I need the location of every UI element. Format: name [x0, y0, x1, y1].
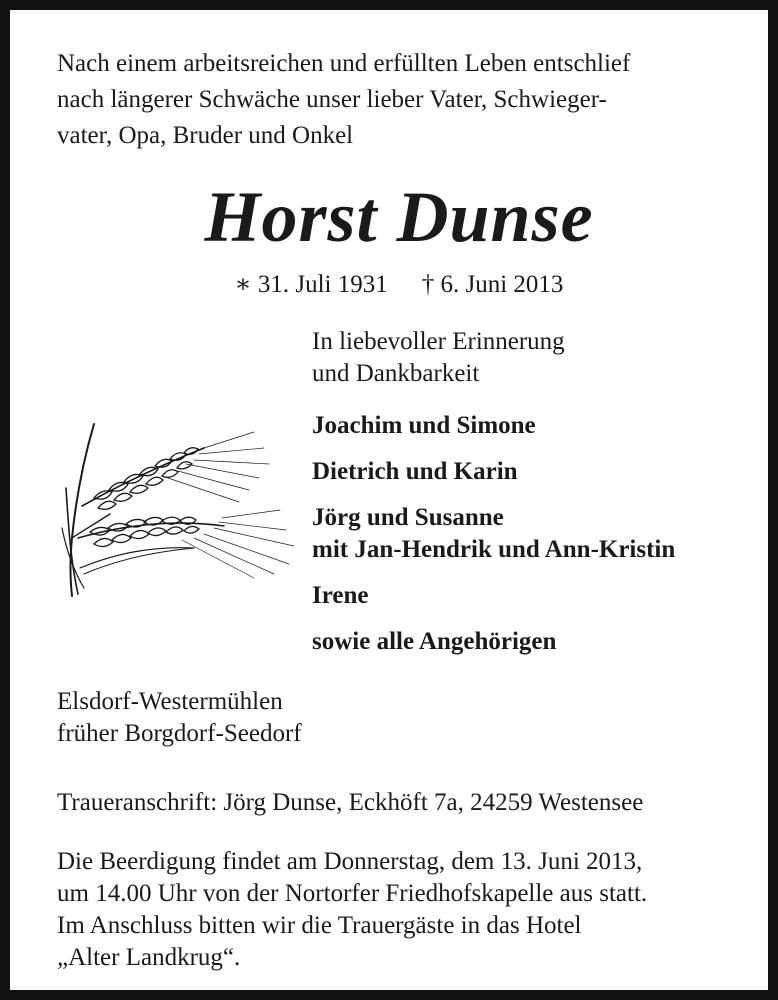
family-member: [312, 626, 752, 658]
memory-text: [312, 326, 752, 390]
intro-line: nach längerer Schwäche unser lieber Vater, Schwieger-: [57, 86, 607, 113]
family-member-name: sowie alle Angehörigen: [312, 628, 557, 655]
family-member: [312, 410, 752, 442]
intro-text: [57, 46, 743, 154]
family-member: [312, 580, 752, 612]
family-member-name: Joachim und Simone: [312, 412, 536, 439]
family-member-name: Dietrich und Karin: [312, 458, 518, 485]
wheat-icon: [54, 418, 299, 603]
funeral-line: Die Beerdigung findet am Donnerstag, dem 13. Juni 2013,: [57, 848, 643, 875]
death-date: † 6. Juni 2013: [421, 271, 564, 298]
family-member-name: Jörg und Susanne: [312, 504, 504, 531]
birth-date: ∗ 31. Juli 1931: [234, 271, 388, 298]
mourning-address: Traueranschrift: Jörg Dunse, Eckhöft 7a, 24259 Westensee: [57, 789, 644, 816]
funeral-line: um 14.00 Uhr von der Nortorfer Friedhofskapelle aus statt.: [57, 880, 648, 907]
family-member: [312, 502, 752, 566]
life-dates: [10, 268, 778, 302]
place-text: [57, 686, 743, 750]
place-line: früher Borgdorf-Seedorf: [57, 720, 302, 747]
memory-line: und Dankbarkeit: [312, 360, 480, 387]
family-member-subline: mit Jan-Hendrik und Ann-Kristin: [312, 536, 676, 563]
memory-line: In liebevoller Erinnerung: [312, 328, 565, 355]
place-line: Elsdorf-Westermühlen: [57, 688, 283, 715]
funeral-info: [57, 846, 743, 974]
family-member-name: Irene: [312, 582, 369, 609]
intro-line: vater, Opa, Bruder und Onkel: [57, 122, 354, 149]
funeral-line: „Alter Landkrug“.: [57, 944, 241, 971]
deceased-name: Horst Dunse: [204, 177, 594, 257]
intro-line: Nach einem arbeitsreichen und erfüllten Leben entschlief: [57, 50, 631, 77]
funeral-line: Im Anschluss bitten wir die Trauergäste in das Hotel: [57, 912, 582, 939]
family-member: [312, 456, 752, 488]
